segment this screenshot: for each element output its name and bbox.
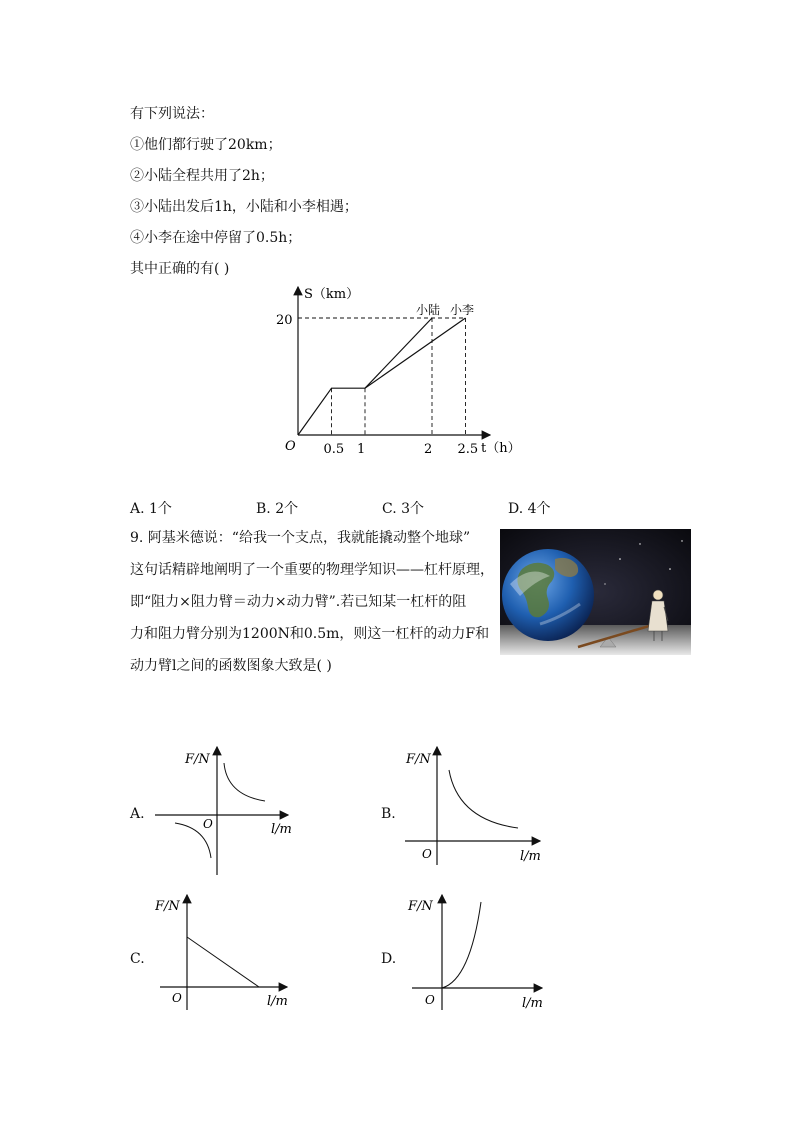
- series-label-xiaolu: 小陆: [416, 303, 441, 317]
- q9-graph-b[interactable]: [400, 740, 550, 870]
- origin-label: O: [203, 817, 213, 831]
- q8-ask: 其中正确的有( ): [130, 261, 230, 277]
- q9-option-d-letter[interactable]: D.: [381, 951, 397, 967]
- x-tick-label: 2.5: [457, 442, 479, 457]
- q9-line-1: 9. 阿基米德说：“给我一个支点，我就能撬动整个地球”: [130, 530, 471, 546]
- x-label: l/m: [522, 996, 543, 1011]
- q9-line-4: 力和阻力臂分别为1200N和0.5m，则这一杠杆的动力F和: [130, 626, 490, 642]
- x-axis-label: t（h）: [481, 441, 521, 456]
- q8-option-a[interactable]: A. 1个: [130, 501, 172, 517]
- series-line-1: [365, 318, 432, 388]
- earth-icon: [502, 549, 594, 641]
- earth-lever-illustration: [500, 529, 691, 655]
- q9-option-c-letter[interactable]: C.: [130, 951, 145, 967]
- q9-line-3: 即“阻力×阻力臂＝动力×动力臂”.若已知某一杠杆的阻: [130, 594, 467, 610]
- y-axis-label: S（km）: [304, 287, 360, 302]
- x-label: l/m: [267, 994, 288, 1009]
- q8-option-c[interactable]: C. 3个: [382, 501, 425, 517]
- hyperbola-branch: [449, 770, 518, 828]
- x-tick-label: 0.5: [323, 442, 345, 457]
- origin-label: O: [422, 847, 432, 861]
- series-line-2: [298, 318, 466, 435]
- q8-statement-3: ③小陆出发后1h，小陆和小李相遇；: [130, 199, 358, 215]
- q9-graph-c[interactable]: [155, 888, 305, 1018]
- origin-label: O: [285, 439, 296, 454]
- increasing-curve: [442, 902, 481, 988]
- q8-option-b[interactable]: B. 2个: [256, 501, 299, 517]
- q9-line-5: 动力臂l之间的函数图象大致是( ): [130, 658, 332, 674]
- q8-option-d[interactable]: D. 4个: [508, 501, 551, 517]
- q9-text: [130, 522, 498, 682]
- decreasing-line: [187, 937, 259, 987]
- origin-label: O: [172, 991, 182, 1005]
- x-label: l/m: [271, 822, 292, 837]
- origin-label: O: [425, 993, 435, 1007]
- hyperbola-branch-q1: [224, 763, 265, 801]
- y-label: F/N: [185, 752, 210, 767]
- y-label: F/N: [155, 899, 180, 914]
- x-tick-label: 1: [357, 442, 366, 457]
- q8-statement-2: ②小陆全程共用了2h；: [130, 168, 274, 184]
- q9-graph-d[interactable]: [400, 888, 550, 1018]
- y-tick-label: 20: [276, 313, 293, 328]
- y-label: F/N: [408, 899, 433, 914]
- q9-option-a-letter[interactable]: A.: [130, 806, 145, 822]
- q8-intro: 有下列说法：: [130, 106, 214, 122]
- series-label-xiaoli: 小李: [450, 303, 475, 317]
- x-tick-label: 2: [424, 442, 433, 457]
- q9-line-2: 这句话精辟地阐明了一个重要的物理学知识——杠杆原理，: [130, 562, 494, 578]
- q8-statement-4: ④小李在途中停留了0.5h；: [130, 230, 302, 246]
- y-label: F/N: [406, 752, 431, 767]
- q9-option-b-letter[interactable]: B.: [381, 806, 396, 822]
- q8-distance-time-graph: [270, 280, 530, 465]
- q8-statement-1: ①他们都行驶了20km；: [130, 137, 282, 153]
- x-label: l/m: [520, 849, 541, 864]
- q9-graph-a[interactable]: [155, 740, 305, 880]
